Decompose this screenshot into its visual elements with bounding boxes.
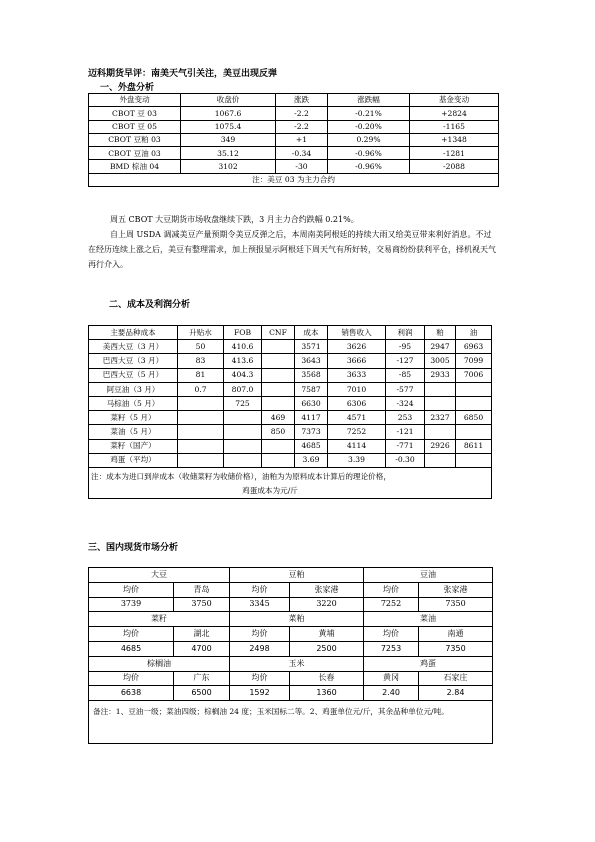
table-cell: 菜油（5 月） [89, 425, 178, 439]
group-value-row [89, 686, 493, 701]
table-cell: 巴西大豆（5 月） [89, 368, 178, 382]
table-cell: 0.7 [178, 382, 224, 396]
table-row [89, 396, 492, 410]
table-cell: 6306 [328, 396, 386, 410]
table-cell: 725 [224, 396, 262, 410]
table-cell: BMD 棕油 04 [89, 160, 181, 173]
table-cell [456, 382, 492, 396]
table-cell: 4685 [295, 439, 328, 453]
table-cell: -30 [276, 160, 328, 173]
table-row [89, 439, 492, 453]
header-cell: 涨跌 [276, 94, 328, 107]
table-row [89, 160, 499, 173]
label-cell: 湖北 [174, 627, 230, 642]
cost-profit-table [88, 325, 492, 499]
table-row [89, 340, 492, 354]
label-cell: 均价 [230, 627, 290, 642]
label-cell: 黄冈 [364, 671, 419, 686]
table-cell: CBOT 豆 03 [89, 107, 181, 120]
product-name: 棕榈油 [89, 656, 230, 671]
value-cell: 6638 [89, 686, 174, 701]
table-row [89, 425, 492, 439]
table-cell: 4571 [328, 411, 386, 425]
table-cell [178, 453, 224, 467]
table-cell: 3568 [295, 368, 328, 382]
table-cell: 3666 [328, 354, 386, 368]
label-cell: 黄埔 [290, 627, 364, 642]
label-cell: 张家港 [290, 582, 364, 597]
table-note-row [89, 701, 493, 744]
table-cell: 7010 [328, 382, 386, 396]
table-cell: 3005 [425, 354, 456, 368]
table-row [89, 411, 492, 425]
table-cell [456, 453, 492, 467]
table-row [89, 147, 499, 160]
table-cell: -1165 [410, 120, 499, 133]
group-name-row [89, 612, 493, 627]
note-line-2: 鸡蛋成本为元/斤 [242, 485, 298, 495]
table-row [89, 107, 499, 120]
label-cell: 均价 [364, 582, 419, 597]
table-cell: -324 [386, 396, 425, 410]
report-title: 迈科期货早评：南美天气引关注，美豆出现反弹 [88, 69, 278, 79]
product-name: 大豆 [89, 568, 230, 583]
header-cell: 销售收入 [328, 326, 386, 340]
table-cell: 3.69 [295, 453, 328, 467]
table-cell: 8611 [456, 439, 492, 453]
table-cell: CBOT 豆粕 03 [89, 133, 181, 146]
table-cell: -127 [386, 354, 425, 368]
table-cell: 1067.6 [181, 107, 276, 120]
section3-heading: 三、国内现货市场分析 [88, 543, 179, 553]
header-cell: 主要品种成本 [89, 326, 178, 340]
table-cell: 35.12 [181, 147, 276, 160]
table-cell [178, 396, 224, 410]
value-cell: 7350 [419, 641, 493, 656]
value-cell: 4685 [89, 641, 174, 656]
table-cell: 410.6 [224, 340, 262, 354]
foreign-market-table [88, 93, 499, 187]
table-cell: 阿豆油（3 月） [89, 382, 178, 396]
table-cell [425, 425, 456, 439]
value-cell: 2.84 [419, 686, 493, 701]
header-cell: CNF [262, 326, 295, 340]
table-cell: CBOT 豆 05 [89, 120, 181, 133]
table-cell: 81 [178, 368, 224, 382]
table-cell [224, 439, 262, 453]
table-cell [178, 425, 224, 439]
product-name: 豆油 [364, 568, 493, 583]
product-name: 菜粕 [230, 612, 364, 627]
table-cell: -0.30 [386, 453, 425, 467]
table-cell: 4117 [295, 411, 328, 425]
table-cell: 2933 [425, 368, 456, 382]
label-cell: 长春 [290, 671, 364, 686]
table-cell: 菜籽（国产） [89, 439, 178, 453]
value-cell: 7350 [419, 597, 493, 612]
table-cell: 2947 [425, 340, 456, 354]
label-cell: 青岛 [174, 582, 230, 597]
spot-market-table [88, 567, 493, 744]
value-cell: 2498 [230, 641, 290, 656]
label-cell: 均价 [230, 582, 290, 597]
table-cell [262, 396, 295, 410]
table-cell [262, 453, 295, 467]
table-cell: 6850 [456, 411, 492, 425]
table-cell: 349 [181, 133, 276, 146]
table-cell: 4114 [328, 439, 386, 453]
header-cell: FOB [224, 326, 262, 340]
value-cell: 3345 [230, 597, 290, 612]
value-cell: 1360 [290, 686, 364, 701]
table-cell: 807.0 [224, 382, 262, 396]
section2-heading: 二、成本及利润分析 [109, 300, 191, 310]
group-label-row [89, 582, 493, 597]
product-name: 豆粕 [230, 568, 364, 583]
table-cell: +1348 [410, 133, 499, 146]
header-cell: 成本 [295, 326, 328, 340]
header-cell: 粕 [425, 326, 456, 340]
table-row [89, 453, 492, 467]
table-cell: 404.3 [224, 368, 262, 382]
table-cell [456, 396, 492, 410]
table-cell: 7099 [456, 354, 492, 368]
paragraph-analysis: 自上周 USDA 调减美豆产量预期令美豆反弹之后，本周南美阿根廷的持续大雨又给美豆带来利好消息。不过在经历连续上涨之后，美豆有整理需求，加上预报显示阿根廷下周天气有所好转，交易商纷纷获利平仓，择机视天气再行介入。 [88, 230, 496, 269]
table-cell: -0.20% [328, 120, 410, 133]
table-cell: +2824 [410, 107, 499, 120]
value-cell: 3750 [174, 597, 230, 612]
table-cell: 1075.4 [181, 120, 276, 133]
header-cell: 油 [456, 326, 492, 340]
header-cell: 升贴水 [178, 326, 224, 340]
table-cell: 7006 [456, 368, 492, 382]
group-value-row [89, 597, 493, 612]
table-cell: -577 [386, 382, 425, 396]
paragraph-summary: 周五 CBOT 大豆期货市场收盘继续下跌，3 月主力合约跌幅 0.21%。 [110, 215, 359, 224]
value-cell: 6500 [174, 686, 230, 701]
table-cell [425, 382, 456, 396]
table-cell: 83 [178, 354, 224, 368]
table-cell: 7252 [328, 425, 386, 439]
table-cell: 6963 [456, 340, 492, 354]
table-header-row [89, 326, 492, 340]
label-cell: 石家庄 [419, 671, 493, 686]
note-line-1: 注：成本为进口到岸成本（收储菜籽为收储价格），油粕为为原料成本计算后的理论价格， [91, 471, 391, 481]
table-note: 备注：1、豆油一级；菜油四级；棕榈油 24 度；玉米国标二等。2、鸡蛋单位元/斤，其余品种单位元/吨。 [89, 701, 493, 744]
table-cell: 50 [178, 340, 224, 354]
table-cell: 7587 [295, 382, 328, 396]
table-cell: 7373 [295, 425, 328, 439]
table-cell: -2088 [410, 160, 499, 173]
table-cell: -0.21% [328, 107, 410, 120]
table-cell [262, 439, 295, 453]
product-name: 玉米 [230, 656, 364, 671]
header-cell: 外盘变动 [89, 94, 181, 107]
table-cell: -1281 [410, 147, 499, 160]
table-cell: 413.6 [224, 354, 262, 368]
table-cell: 3633 [328, 368, 386, 382]
table-cell: -2.2 [276, 120, 328, 133]
table-cell: 2327 [425, 411, 456, 425]
table-row [89, 354, 492, 368]
value-cell: 3220 [290, 597, 364, 612]
table-cell: -0.96% [328, 147, 410, 160]
table-cell: -95 [386, 340, 425, 354]
label-cell: 张家港 [419, 582, 493, 597]
table-cell [425, 453, 456, 467]
label-cell: 均价 [89, 627, 174, 642]
header-cell: 利润 [386, 326, 425, 340]
table-cell: 美西大豆（3 月） [89, 340, 178, 354]
table-cell: 3102 [181, 160, 276, 173]
table-note [89, 467, 492, 498]
table-cell: 3626 [328, 340, 386, 354]
table-cell [262, 382, 295, 396]
group-name-row [89, 656, 493, 671]
value-cell: 3739 [89, 597, 174, 612]
table-cell: -121 [386, 425, 425, 439]
table-cell: -2.2 [276, 107, 328, 120]
value-cell: 2500 [290, 641, 364, 656]
group-label-row [89, 671, 493, 686]
table-note: 注：美豆 03 为主力合约 [89, 173, 499, 186]
table-cell: 巴西大豆（3 月） [89, 354, 178, 368]
table-cell: 3571 [295, 340, 328, 354]
table-row [89, 368, 492, 382]
value-cell: 4700 [174, 641, 230, 656]
label-cell: 广东 [174, 671, 230, 686]
table-cell: -771 [386, 439, 425, 453]
table-cell [456, 425, 492, 439]
table-cell: 6630 [295, 396, 328, 410]
table-row [89, 133, 499, 146]
value-cell: 1592 [230, 686, 290, 701]
table-cell: 0.29% [328, 133, 410, 146]
table-header-row [89, 94, 499, 107]
label-cell: 均价 [89, 582, 174, 597]
table-cell: 850 [262, 425, 295, 439]
product-name: 菜籽 [89, 612, 230, 627]
group-label-row [89, 627, 493, 642]
value-cell: 2.40 [364, 686, 419, 701]
table-cell: -0.34 [276, 147, 328, 160]
header-cell: 涨跌幅 [328, 94, 410, 107]
table-row [89, 382, 492, 396]
table-cell: -0.96% [328, 160, 410, 173]
group-value-row [89, 641, 493, 656]
label-cell: 均价 [89, 671, 174, 686]
header-cell: 基金变动 [410, 94, 499, 107]
value-cell: 7252 [364, 597, 419, 612]
table-note-row [89, 173, 499, 186]
table-cell: 鸡蛋（平均） [89, 453, 178, 467]
section1-heading: 一、外盘分析 [100, 83, 155, 93]
table-cell [224, 453, 262, 467]
table-cell: 2926 [425, 439, 456, 453]
table-cell: 3643 [295, 354, 328, 368]
table-cell: 马棕油（5 月） [89, 396, 178, 410]
table-cell [224, 425, 262, 439]
table-cell: 菜籽（5 月） [89, 411, 178, 425]
table-cell: 253 [386, 411, 425, 425]
table-cell: 469 [262, 411, 295, 425]
table-cell [224, 411, 262, 425]
value-cell: 7253 [364, 641, 419, 656]
table-cell [178, 411, 224, 425]
table-row [89, 120, 499, 133]
table-cell [178, 439, 224, 453]
product-name: 菜油 [364, 612, 493, 627]
table-cell: 3.39 [328, 453, 386, 467]
product-name: 鸡蛋 [364, 656, 493, 671]
table-cell: -85 [386, 368, 425, 382]
label-cell: 均价 [230, 671, 290, 686]
table-cell: CBOT 豆油 03 [89, 147, 181, 160]
table-cell [425, 396, 456, 410]
label-cell: 南通 [419, 627, 493, 642]
table-note-row [89, 467, 492, 498]
header-cell: 收盘价 [181, 94, 276, 107]
group-name-row [89, 568, 493, 583]
label-cell: 均价 [364, 627, 419, 642]
table-cell [262, 354, 295, 368]
table-cell [262, 368, 295, 382]
table-cell: +1 [276, 133, 328, 146]
table-cell [262, 340, 295, 354]
